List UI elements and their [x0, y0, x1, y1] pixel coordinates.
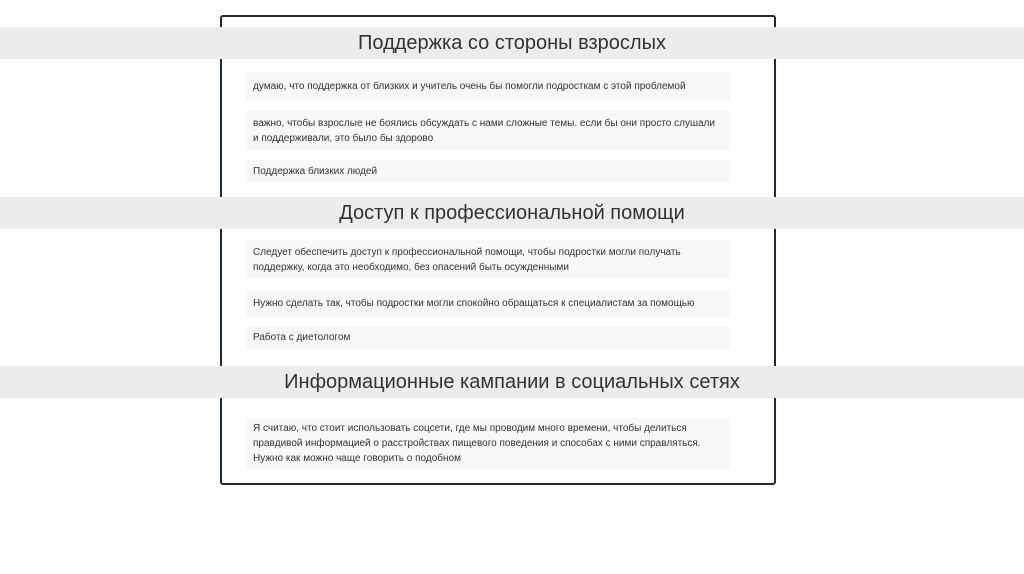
- response-card: Работа с диетологом: [246, 326, 730, 349]
- response-card: важно, чтобы взрослые не боялись обсуждать с нами сложные темы. если бы они просто слушали и поддерживали, это было бы здорово: [246, 110, 730, 151]
- response-card: Поддержка близких людей: [246, 160, 730, 183]
- response-card: Я считаю, что стоит использовать соцсети, где мы проводим много времени, чтобы делиться правдивой информацией о расстройствах пищевого поведения и способах с ними справляться. Нужно как можно чаще говорить о подобном: [246, 418, 730, 469]
- section-title: Информационные кампании в социальных сетях: [0, 366, 1024, 398]
- response-card: Нужно сделать так, чтобы подростки могли спокойно обращаться к специалистам за помощью: [246, 290, 730, 317]
- section-title: Доступ к профессиональной помощи: [0, 197, 1024, 229]
- response-card: Следует обеспечить доступ к профессиональной помощи, чтобы подростки могли получать поддержку, когда это необходимо, без опасений быть осужденными: [246, 240, 730, 279]
- section-title: Поддержка со стороны взрослых: [0, 27, 1024, 59]
- response-card: думаю, что поддержка от близких и учитель очень бы помогли подросткам с этой проблемой: [246, 72, 730, 100]
